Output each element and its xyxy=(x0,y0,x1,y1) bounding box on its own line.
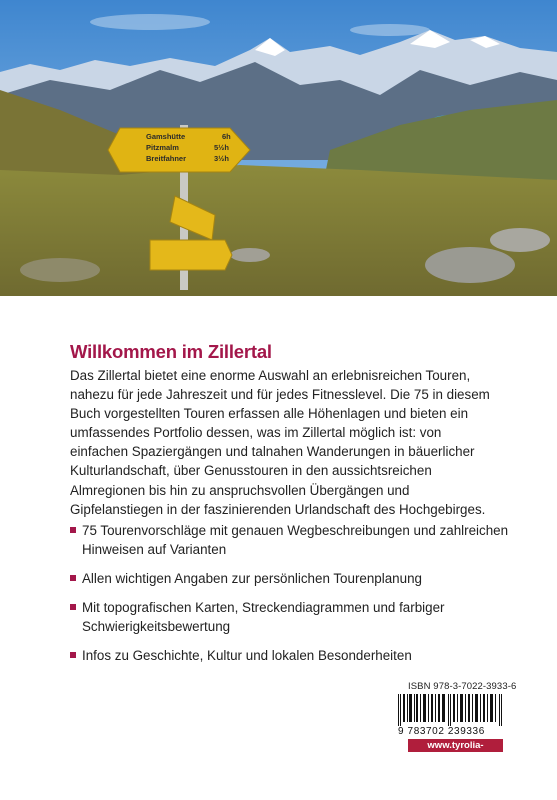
feature-text: Infos zu Geschichte, Kultur und lokalen Besonderheiten xyxy=(82,648,412,663)
intro-paragraph: Das Zillertal bietet eine enorme Auswahl an erlebnisreichen Touren, nahezu für jede Jahreszeit und für jedes Fitnesslevel. Die 75 in diesem Buch vorgestellten Touren erfassen alle Höhenlagen und bieten ein umfassendes Portfolio dessen, was im Zillertal möglich ist: von einfachen Spaziergängen und talnahen Wanderungen in bäuerlicher Kulturlandschaft, über Genusstouren in den aussichtsreichen Almregionen bis hin zu anspruchsvollen Übergängen und Gipfelanstiegen in der faszinierenden Urlandschaft des Hochgebirges. xyxy=(70,368,490,517)
feature-text: Mit topografischen Karten, Streckendiagrammen und farbiger Schwierigkeitsbewertung xyxy=(82,600,445,634)
publisher-url[interactable]: www.tyrolia-verlag.at xyxy=(408,739,503,752)
bullet-square-icon xyxy=(70,604,76,610)
sign-line-2: Pitzmalm xyxy=(146,143,179,152)
isbn-label: ISBN 978-3-7022-3933-6 xyxy=(408,681,517,692)
feature-list xyxy=(70,521,510,675)
sign-time-1: 6h xyxy=(222,132,231,141)
mountain-trail-signpost-photo xyxy=(0,0,557,296)
sign-time-3: 3½h xyxy=(214,154,230,163)
feature-item xyxy=(70,646,510,665)
sign-time-2: 5½h xyxy=(214,143,230,152)
feature-item xyxy=(70,569,510,588)
bullet-square-icon xyxy=(70,652,76,658)
headline: Willkommen im Zillertal xyxy=(70,341,272,362)
feature-item xyxy=(70,598,510,636)
barcode-digits: 9 783702 239336 xyxy=(398,726,485,737)
cover-photo xyxy=(0,0,557,296)
sign-line-3: Breitfahner xyxy=(146,154,187,163)
sign-line-1: Gamshütte xyxy=(146,132,186,141)
bullet-square-icon xyxy=(70,575,76,581)
bullet-square-icon xyxy=(70,527,76,533)
feature-item xyxy=(70,521,510,559)
barcode-icon xyxy=(398,694,503,726)
feature-text: Allen wichtigen Angaben zur persönlichen Tourenplanung xyxy=(82,571,422,586)
feature-text: 75 Tourenvorschläge mit genauen Wegbeschreibungen und zahlreichen Hinweisen auf Varianten xyxy=(82,523,509,557)
